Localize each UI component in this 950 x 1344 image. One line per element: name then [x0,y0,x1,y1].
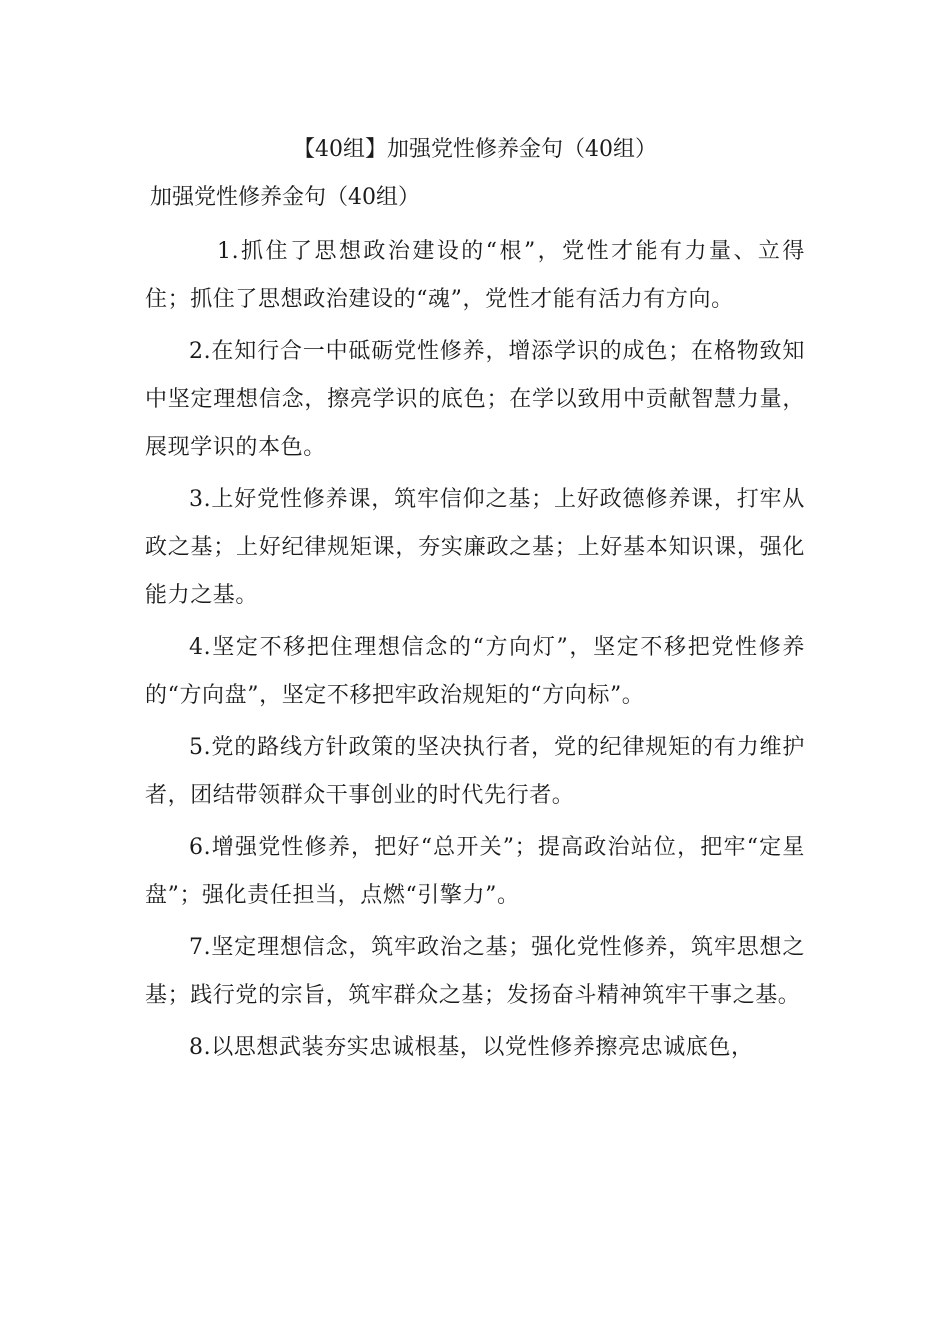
document-subtitle: 加强党性修养金句（40组） [150,185,420,210]
paragraph-7: 7.坚定理想信念，筑牢政治之基；强化党性修养，筑牢思想之基；践行党的宗旨，筑牢群众之基；发扬奋斗精神筑牢干事之基。 [145,935,805,1008]
paragraph-4: 4.坚定不移把住理想信念的“方向灯”，坚定不移把党性修养的“方向盘”，坚定不移把牢政治规矩的“方向标”。 [145,635,805,708]
document-body [145,228,805,1076]
paragraph-8: 8.以思想武装夯实忠诚根基，以党性修养擦亮忠诚底色， [189,1035,754,1060]
document-title: 【40组】加强党性修养金句（40组） [293,137,657,162]
paragraph-1: 1.抓住了思想政治建设的“根”，党性才能有力量、立得住；抓住了思想政治建设的“魂”，党性才能有活力有方向。 [145,239,805,312]
paragraph-6: 6.增强党性修养，把好“总开关”；提高政治站位，把牢“定星盘”；强化责任担当，点燃“引擎力”。 [145,835,805,908]
paragraph-3: 3.上好党性修养课，筑牢信仰之基；上好政德修养课，打牢从政之基；上好纪律规矩课，夯实廉政之基；上好基本知识课，强化能力之基。 [145,487,805,608]
paragraph-2: 2.在知行合一中砥砺党性修养，增添学识的成色；在格物致知中坚定理想信念，擦亮学识的底色；在学以致用中贡献智慧力量，展现学识的本色。 [145,339,805,460]
paragraph-5: 5.党的路线方针政策的坚决执行者，党的纪律规矩的有力维护者，团结带领群众干事创业的时代先行者。 [145,735,805,808]
